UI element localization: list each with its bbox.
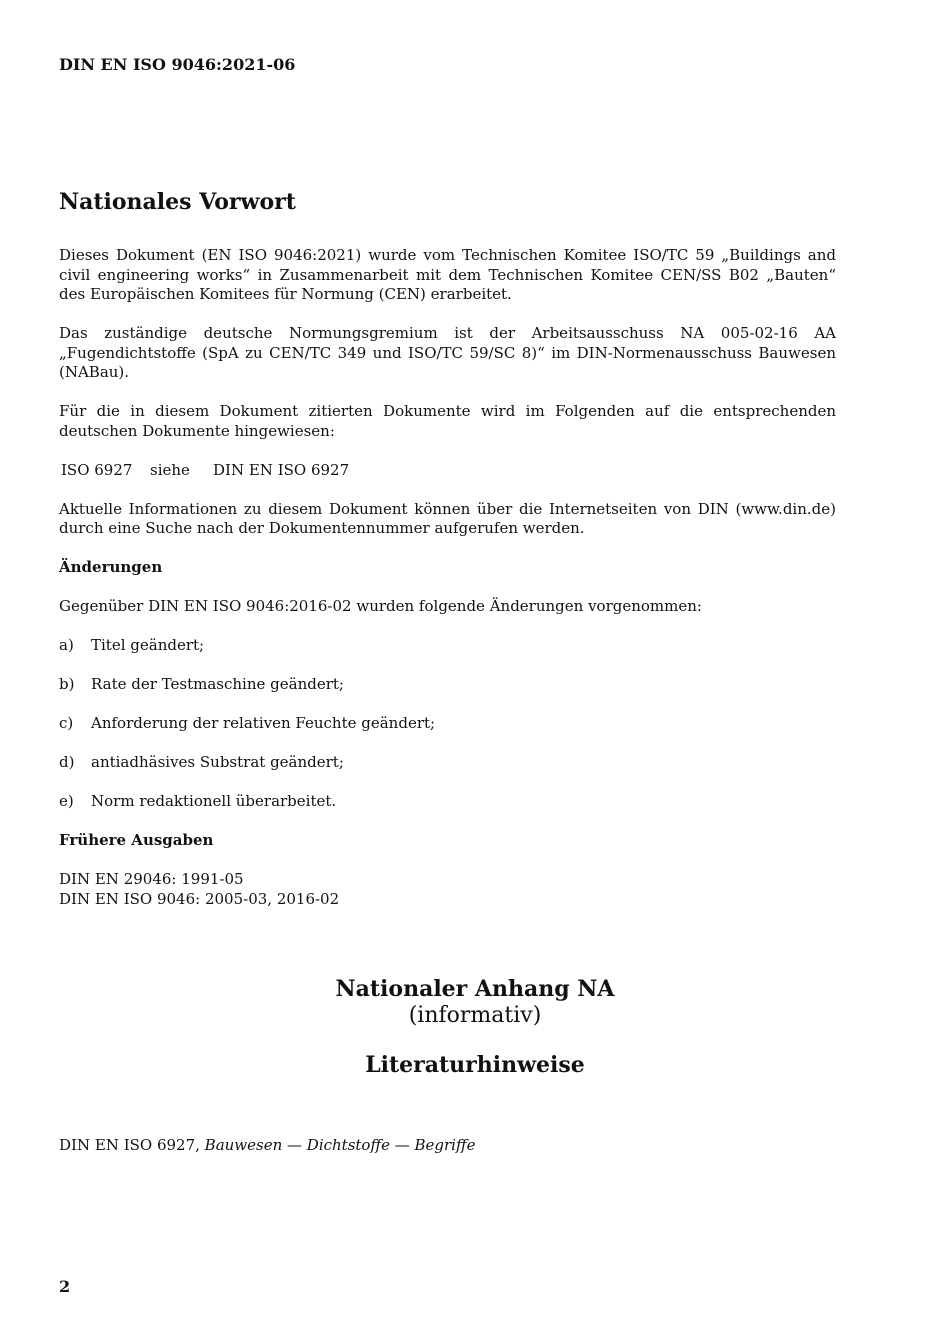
- list-text: Anforderung der relativen Feuchte geändert;: [91, 714, 436, 732]
- previous-editions-heading: Frühere Ausgaben: [59, 831, 214, 849]
- bibliography-title: Bauwesen — Dichtstoffe — Begriffe: [204, 1136, 476, 1154]
- list-item: [59, 675, 836, 695]
- literature-heading: Literaturhinweise: [365, 1052, 585, 1078]
- list-item: [59, 753, 836, 773]
- previous-editions: [59, 870, 836, 909]
- foreword-paragraph: Dieses Dokument (EN ISO 9046:2021) wurde vom Technischen Komitee ISO/TC 59 „Buildings and civil engineering works“ in Zusammenarbeit mit dem Technischen Komitee CEN/SS B02 „Bauten“ des Europäischen Komitees für Normung (CEN) erarbeitet.: [59, 246, 836, 303]
- list-item: [59, 714, 836, 734]
- reference-see: siehe: [150, 460, 190, 479]
- reference-iso: ISO 6927: [61, 460, 133, 479]
- previous-edition-line: DIN EN ISO 9046: 2005-03, 2016-02: [59, 889, 340, 908]
- national-annex: [0, 975, 950, 1079]
- changes-heading: Änderungen: [59, 558, 163, 576]
- list-text: Rate der Testmaschine geändert;: [91, 675, 344, 693]
- reference-row: [59, 461, 836, 481]
- foreword-title: Nationales Vorwort: [59, 189, 296, 215]
- list-text: Norm redaktionell überarbeitet.: [91, 792, 337, 810]
- list-marker: c): [59, 714, 74, 732]
- list-marker: d): [59, 753, 75, 771]
- foreword-paragraph: Das zuständige deutsche Normungsgremium ist der Arbeitsausschuss NA 005-02-16 AA „Fugendichtstoffe (SpA zu CEN/TC 349 und ISO/TC 59/SC 8)“ im DIN-Normenausschuss Bauwesen (NABau).: [59, 324, 836, 381]
- list-text: Titel geändert;: [91, 636, 205, 654]
- foreword-paragraph: Für die in diesem Dokument zitierten Dokumente wird im Folgenden auf die entsprechenden deutschen Dokumente hingewiesen:: [59, 402, 836, 440]
- document-header: DIN EN ISO 9046:2021-06: [59, 55, 296, 74]
- annex-title: Nationaler Anhang NA: [335, 976, 615, 1002]
- list-text: antiadhäsives Substrat geändert;: [91, 753, 344, 771]
- foreword-section: [59, 187, 836, 909]
- page-number: 2: [59, 1277, 71, 1296]
- changes-list: [59, 636, 836, 812]
- list-marker: e): [59, 792, 74, 810]
- changes-intro: Gegenüber DIN EN ISO 9046:2016-02 wurden folgende Änderungen vorgenommen:: [59, 597, 702, 615]
- bibliography-ref: DIN EN ISO 6927,: [59, 1136, 205, 1154]
- list-marker: a): [59, 636, 74, 654]
- bibliography-entry: [59, 1136, 475, 1154]
- info-paragraph: Aktuelle Informationen zu diesem Dokument können über die Internetseiten von DIN (www.din.de) durch eine Suche nach der Dokumentennummer aufgerufen werden.: [59, 499, 836, 537]
- list-item: [59, 792, 836, 812]
- list-marker: b): [59, 675, 75, 693]
- annex-subtitle: (informativ): [408, 1003, 542, 1028]
- previous-edition-line: DIN EN 29046: 1991-05: [59, 870, 244, 888]
- list-item: [59, 636, 836, 656]
- reference-din: DIN EN ISO 6927: [213, 460, 350, 479]
